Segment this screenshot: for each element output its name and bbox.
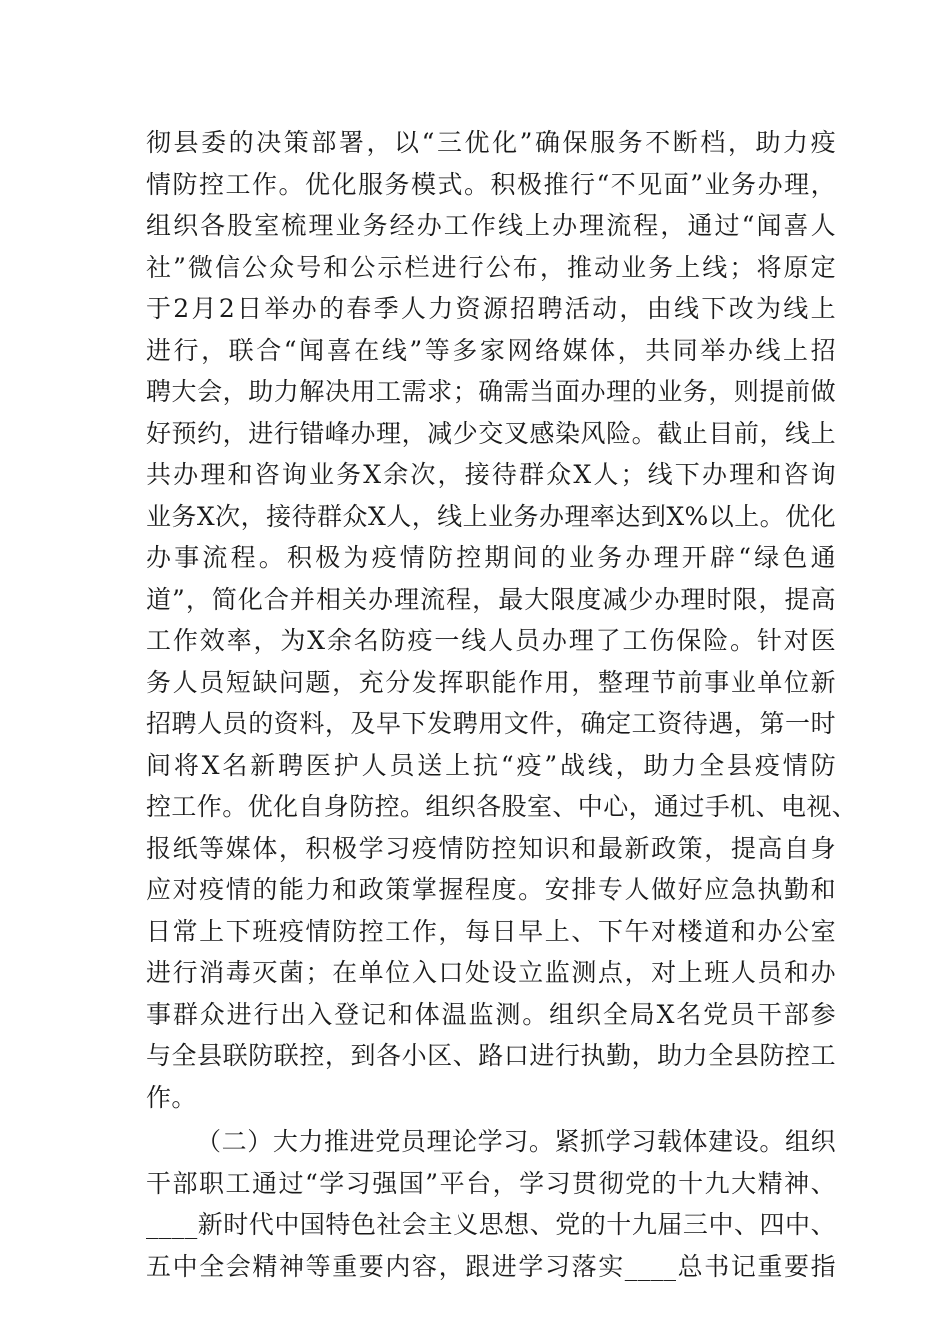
- text-line: ____新时代中国特色社会主义思想、党的十九届三中、四中、: [146, 1210, 836, 1239]
- text-line: 应对疫情的能力和政策掌握程度。安排专人做好应急执勤和: [146, 875, 836, 904]
- text-line: 组织各股室梳理业务经办工作线上办理流程，通过“闻喜人: [146, 211, 836, 240]
- text-line: 与全县联防联控，到各小区、路口进行执勤，助力全县防控工: [146, 1041, 836, 1070]
- text-line: 日常上下班疫情防控工作，每日早上、下午对楼道和办公室: [146, 916, 836, 946]
- text-line: 好预约，进行错峰办理，减少交叉感染风险。截止目前，线上: [146, 418, 836, 448]
- text-line: 招聘人员的资料，及早下发聘用文件，确定工资待遇，第一时: [146, 709, 836, 738]
- text-line: 作。: [146, 1082, 197, 1112]
- text-line: 于2月2日举办的春季人力资源招聘活动，由线下改为线上: [146, 294, 836, 323]
- text-line: 彻县委的决策部署，以“三优化”确保服务不断档，助力疫: [146, 128, 836, 157]
- text-line: （二）大力推进党员理论学习。紧抓学习载体建设。组织: [196, 1127, 836, 1156]
- text-line: 干部职工通过“学习强国”平台，学习贯彻党的十九大精神、: [146, 1168, 836, 1198]
- text-line: 进行，联合“闻喜在线”等多家网络媒体，共同举办线上招: [146, 335, 836, 365]
- text-line: 务人员短缺问题，充分发挥职能作用，整理节前事业单位新: [146, 667, 836, 697]
- text-line: 工作效率，为X余名防疫一线人员办理了工伤保险。针对医: [146, 626, 836, 655]
- text-line: 业务X次，接待群众X人，线上业务办理率达到X%以上。优化: [146, 501, 836, 531]
- text-line: 进行消毒灭菌；在单位入口处设立监测点，对上班人员和办: [146, 958, 836, 987]
- text-line: 道”，简化合并相关办理流程，最大限度减少办理时限，提高: [146, 584, 836, 614]
- text-line: 共办理和咨询业务X余次，接待群众X人；线下办理和咨询: [146, 460, 836, 489]
- text-line: 办事流程。积极为疫情防控期间的业务办理开辟“绿色通: [146, 543, 836, 572]
- text-line: 事群众进行出入登记和体温监测。组织全局X名党员干部参: [146, 999, 836, 1029]
- text-line: 情防控工作。优化服务模式。积极推行“不见面”业务办理，: [146, 169, 836, 199]
- text-line: 间将X名新聘医护人员送上抗“疫”战线，助力全县疫情防: [146, 750, 836, 780]
- text-line: 社”微信公众号和公示栏进行公布，推动业务上线；将原定: [146, 252, 836, 282]
- text-line: 控工作。优化自身防控。组织各股室、中心，通过手机、电视、: [146, 792, 858, 821]
- text-line: 聘大会，助力解决用工需求；确需当面办理的业务，则提前做: [146, 377, 836, 406]
- text-line: 报纸等媒体，积极学习疫情防控知识和最新政策，提高自身: [146, 833, 836, 863]
- text-line: 五中全会精神等重要内容，跟进学习落实____总书记重要指: [146, 1251, 836, 1281]
